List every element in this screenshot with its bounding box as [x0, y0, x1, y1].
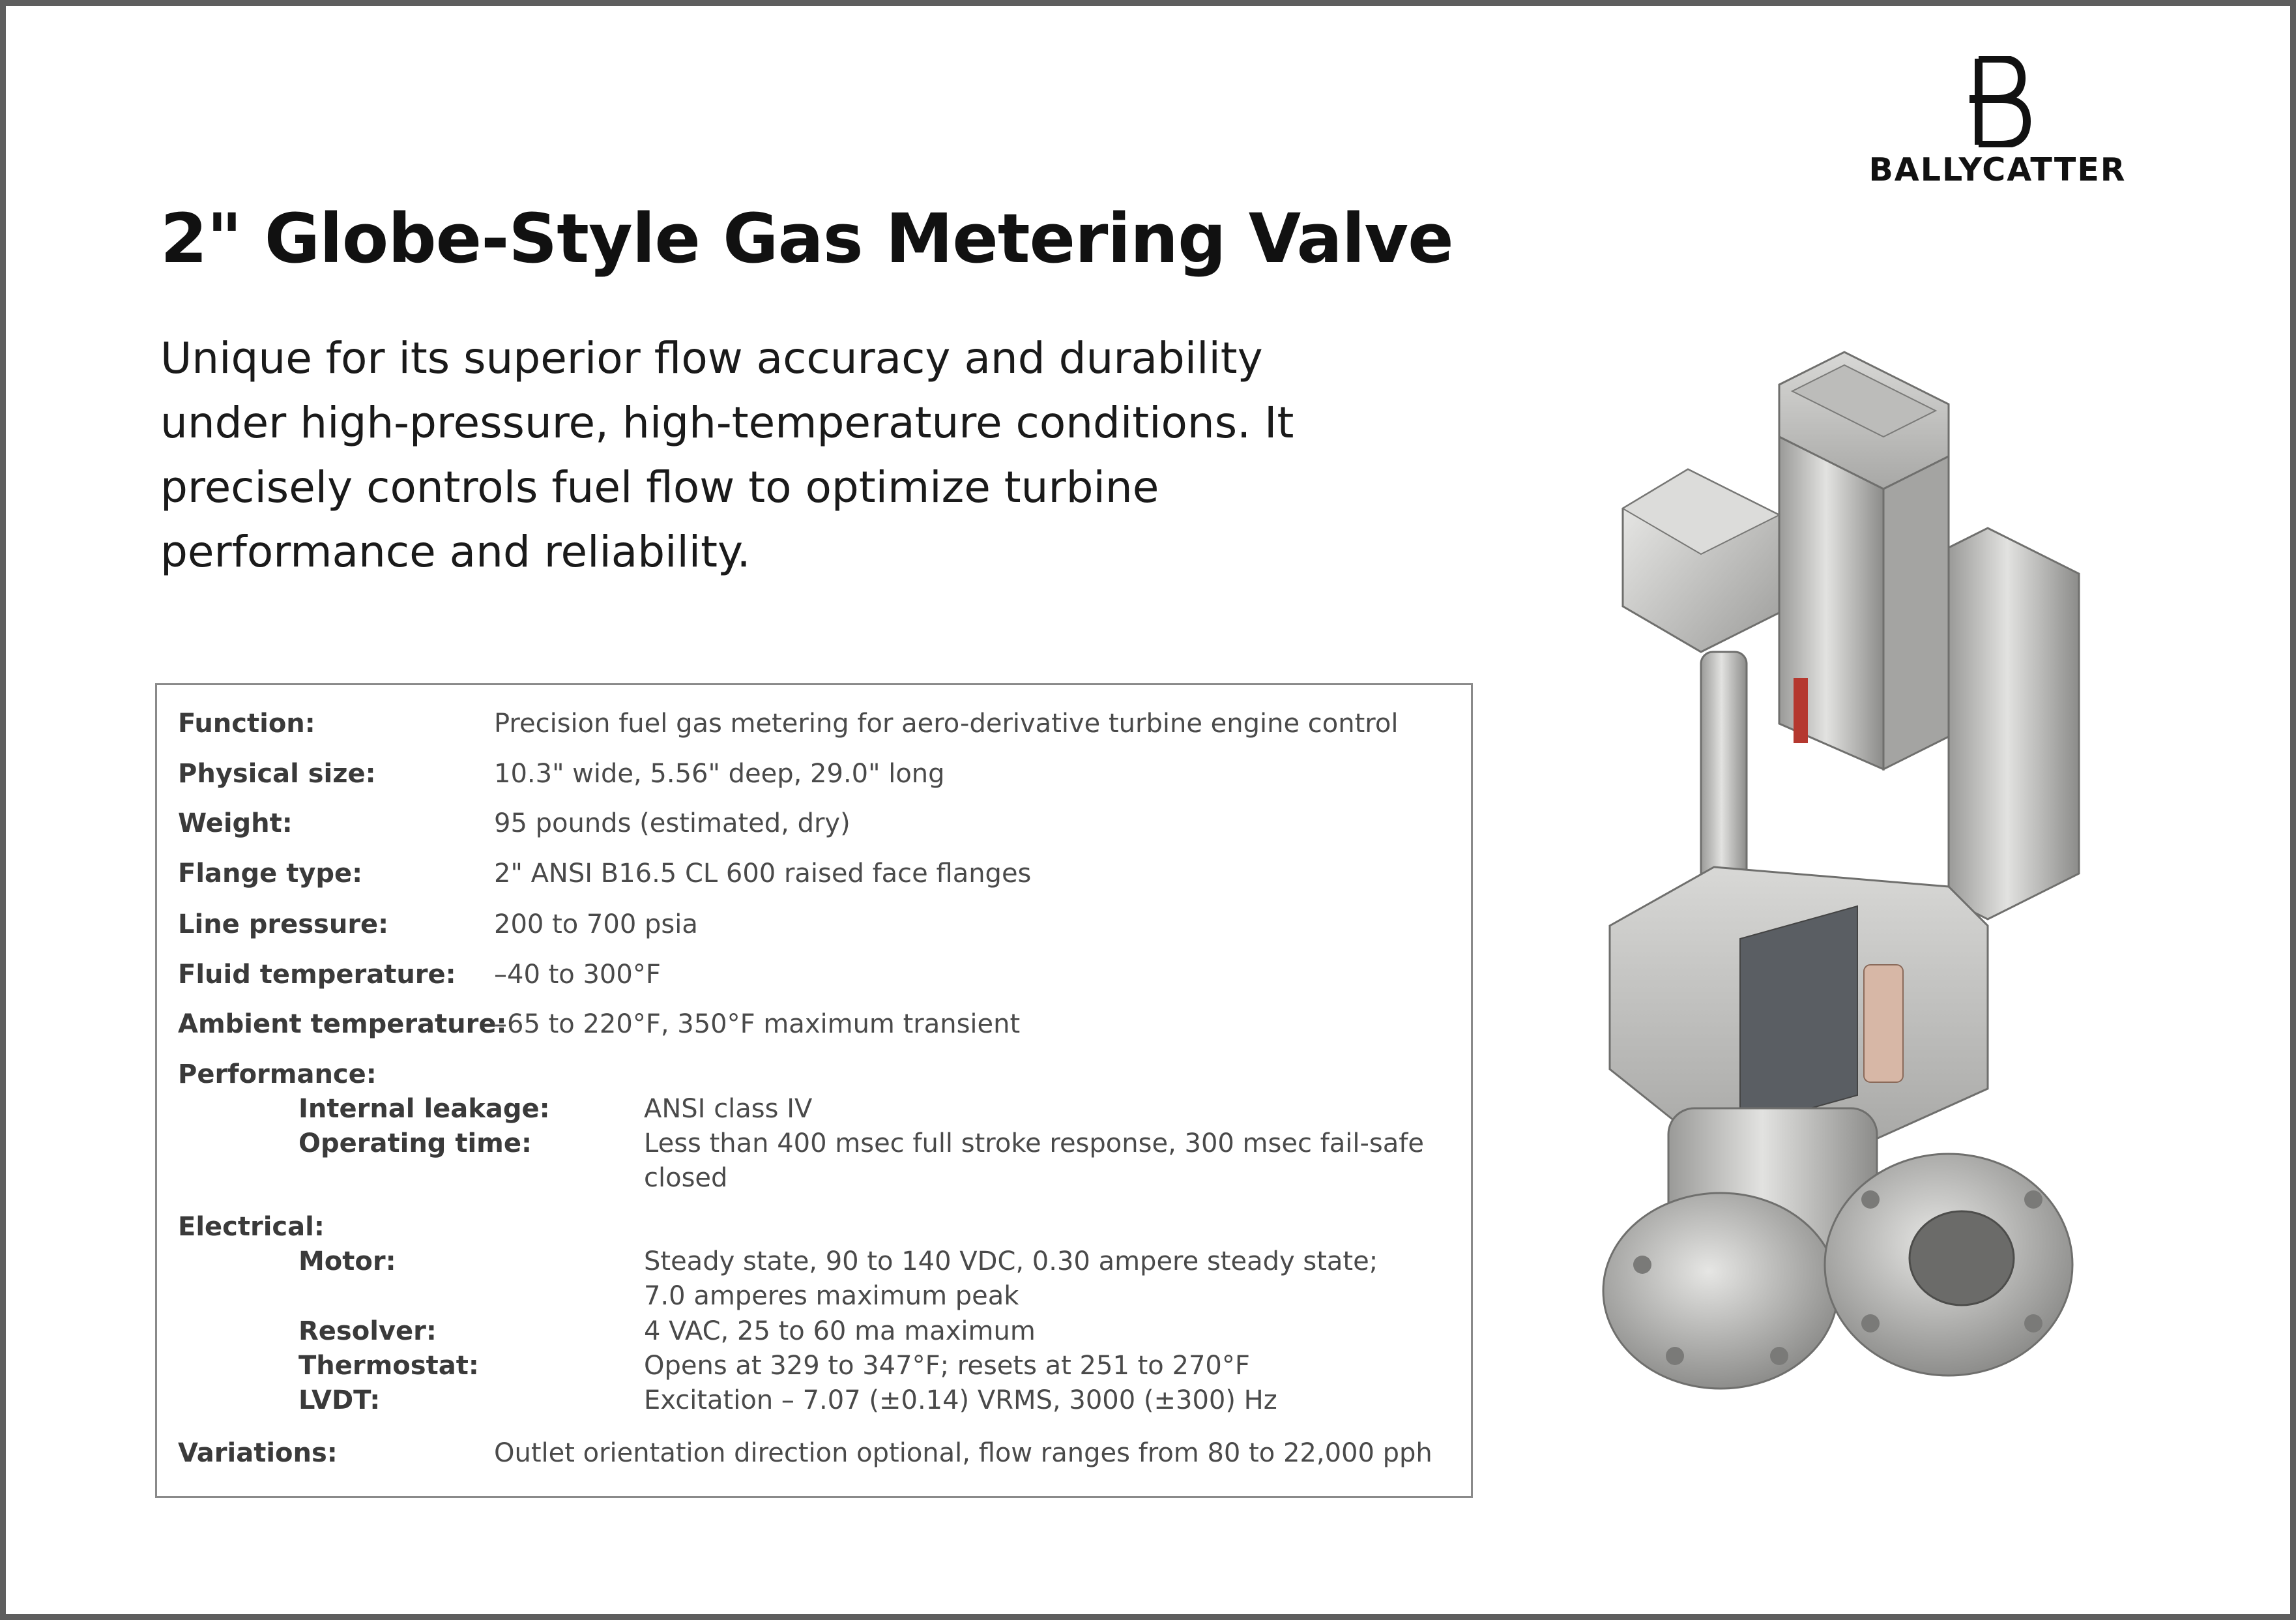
spec-label: Flange type:	[178, 859, 363, 889]
spec-value: Precision fuel gas metering for aero-derivative turbine engine control	[494, 709, 1399, 739]
spec-label: Fluid temperature:	[178, 960, 456, 990]
spec-label: Internal leakage:	[298, 1094, 550, 1124]
description-line: performance and reliability.	[160, 527, 751, 577]
spec-value: Steady state, 90 to 140 VDC, 0.30 ampere steady state;	[644, 1246, 1378, 1276]
spec-label: Thermostat:	[298, 1351, 479, 1381]
spec-label: Physical size:	[178, 759, 376, 789]
spec-value: Less than 400 msec full stroke response, 300 msec fail-safe	[644, 1128, 1424, 1158]
spec-value-continued: 7.0 amperes maximum peak	[644, 1281, 1019, 1311]
spec-label: Ambient temperature:	[178, 1009, 507, 1039]
description-line: Unique for its superior flow accuracy and durability	[160, 333, 1263, 383]
spec-value: 10.3" wide, 5.56" deep, 29.0" long	[494, 759, 945, 789]
spec-value: 2" ANSI B16.5 CL 600 raised face flanges	[494, 859, 1032, 889]
ballycatter-b-logo-icon	[1831, 56, 2164, 147]
brand-name: BALLYCATTER	[1868, 151, 2127, 188]
spec-label: Function:	[178, 709, 315, 739]
spec-value: Outlet orientation direction optional, flow ranges from 80 to 22,000 pph	[494, 1438, 1432, 1468]
spec-value: 95 pounds (estimated, dry)	[494, 808, 850, 838]
spec-value: 4 VAC, 25 to 60 ma maximum	[644, 1316, 1036, 1346]
spec-value-continued: closed	[644, 1163, 728, 1193]
spec-value: ANSI class IV	[644, 1094, 813, 1124]
spec-value: 200 to 700 psia	[494, 909, 698, 939]
spec-value: Opens at 329 to 347°F; resets at 251 to 270°F	[644, 1351, 1250, 1381]
spec-value: –65 to 220°F, 350°F maximum transient	[494, 1009, 1021, 1039]
gas-metering-valve-image	[1584, 339, 2105, 1434]
brand-logo	[1831, 56, 2164, 193]
spec-label: Motor:	[298, 1246, 396, 1276]
product-photo	[1584, 339, 2105, 1434]
spec-label: LVDT:	[298, 1385, 381, 1415]
description-line: precisely controls fuel flow to optimize turbine	[160, 462, 1159, 512]
spec-section-label: Electrical:	[178, 1212, 325, 1242]
spec-value: Excitation – 7.07 (±0.14) VRMS, 3000 (±300) Hz	[644, 1385, 1277, 1415]
spec-table	[155, 683, 1473, 1498]
spec-label: Line pressure:	[178, 909, 389, 939]
page-title: 2" Globe-Style Gas Metering Valve	[160, 199, 1453, 278]
spec-label: Resolver:	[298, 1316, 437, 1346]
product-description	[160, 326, 1464, 584]
spec-section-label: Performance:	[178, 1059, 377, 1089]
description-line: under high-pressure, high-temperature conditions. It	[160, 398, 1294, 448]
spec-label: Weight:	[178, 808, 293, 838]
spec-label: Variations:	[178, 1438, 338, 1468]
spec-value: –40 to 300°F	[494, 960, 661, 990]
spec-label: Operating time:	[298, 1128, 532, 1158]
